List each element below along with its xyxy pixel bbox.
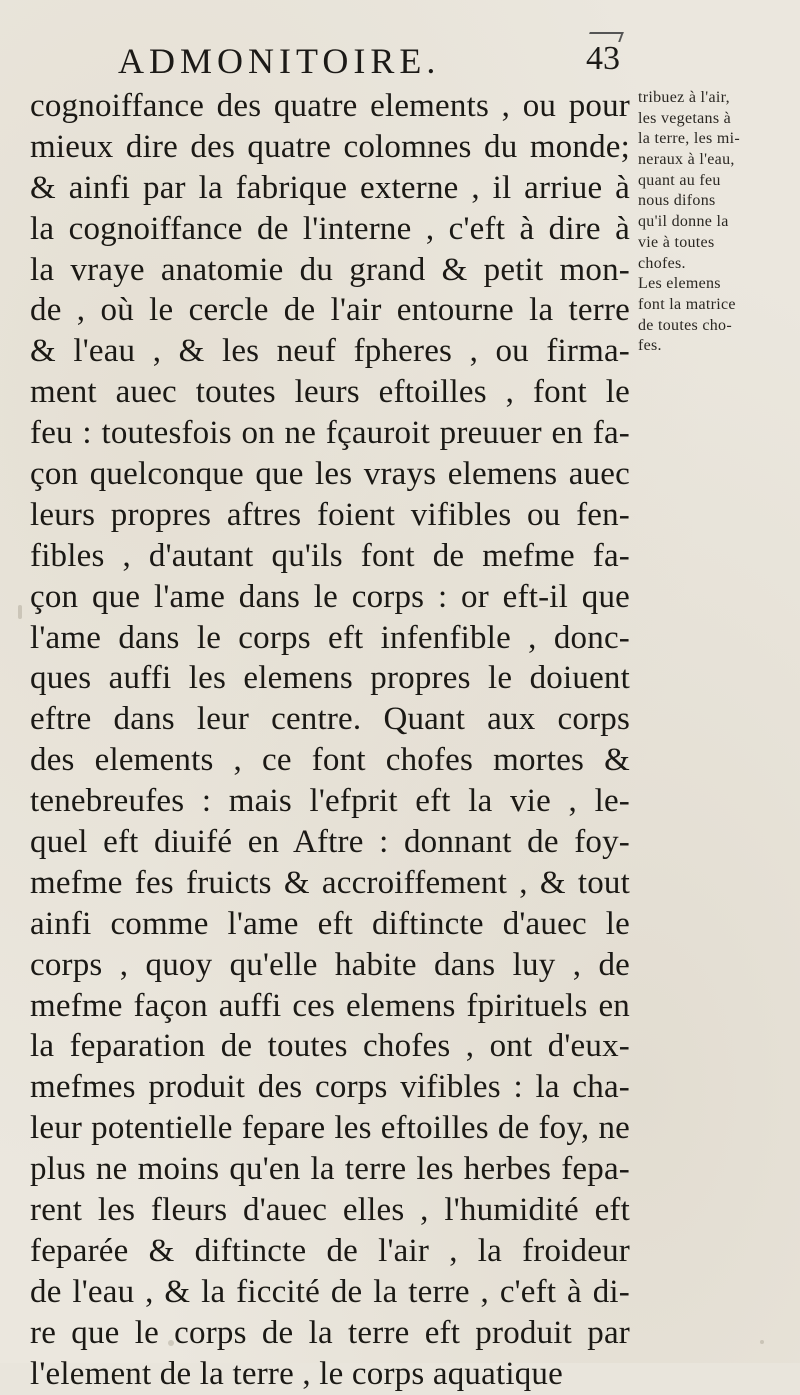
- margin-note-line: Les elemens: [638, 275, 721, 293]
- text-line: çon quelconque que les vrays elemens auec: [30, 456, 630, 493]
- text-line: des elements , ce font chofes mortes &: [30, 742, 630, 779]
- text-line: feparée & diftincte de l'air , la froideur: [30, 1232, 630, 1269]
- text-line: & l'eau , & les neuf fpheres , ou firma-: [30, 333, 630, 370]
- text-line: la feparation de toutes chofes , ont d'eux-: [30, 1028, 630, 1065]
- ink-speck: [760, 1340, 764, 1344]
- text-line: re que le corps de la terre eft produit par: [30, 1314, 630, 1351]
- ink-speck: [168, 1340, 174, 1346]
- text-line: tenebreufes : mais l'efprit eft la vie , le-: [30, 783, 630, 820]
- text-line: fibles , d'autant qu'ils font de mefme fa-: [30, 537, 630, 574]
- text-line: ainfi comme l'ame eft diftincte d'auec le: [30, 905, 630, 942]
- text-line: çon que l'ame dans le corps : or eft-il que: [30, 578, 630, 615]
- text-line: ques auffi les elemens propres le doiuent: [30, 660, 630, 697]
- text-line: de l'eau , & la ficcité de la terre , c'eft à di-: [30, 1273, 630, 1310]
- text-line: mefme fes fruicts & accroiffement , & tout: [30, 864, 630, 901]
- margin-note-line: les vegetans à: [638, 109, 732, 127]
- text-line: feu : toutesfois on ne fçauroit preuuer en fa-: [30, 415, 630, 452]
- text-line: leur potentielle fepare les eftoilles de foy, ne: [30, 1110, 630, 1147]
- ink-speck: [18, 605, 22, 619]
- margin-note-line: nous difons: [638, 192, 716, 210]
- text-line: mefme façon auffi ces elemens fpirituels en: [30, 987, 630, 1024]
- text-line: mieux dire des quatre colomnes du monde;: [30, 128, 630, 165]
- page-number: 43: [586, 40, 620, 77]
- text-line: mefmes produit des corps vifibles : la cha-: [30, 1069, 630, 1106]
- text-line: l'ame dans le corps eft infenfible , donc-: [30, 619, 630, 656]
- margin-note-line: neraux à l'eau,: [638, 151, 735, 169]
- text-line: cognoiffance des quatre elements , ou pour: [30, 88, 630, 124]
- margin-note-line: qu'il donne la: [638, 213, 729, 231]
- text-line: & ainfi par la fabrique externe , il arriue à: [30, 169, 630, 206]
- text-line: la vraye anatomie du grand & petit mon-: [30, 251, 630, 288]
- text-line: la cognoiffance de l'interne , c'eft à dire à: [30, 210, 630, 247]
- margin-note-line: chofes.: [638, 254, 686, 272]
- text-line: rent les fleurs d'auec elles , l'humidité eft: [30, 1192, 630, 1229]
- margin-note-line: fes.: [638, 337, 662, 355]
- margin-note-line: tribuez à l'air,: [638, 89, 730, 106]
- running-title: ADMONITOIRE.: [118, 41, 441, 81]
- body-text: [30, 86, 630, 1395]
- margin-note-line: font la matrice: [638, 295, 736, 313]
- text-line: eftre dans leur centre. Quant aux corps: [30, 701, 630, 738]
- margin-note-line: quant au feu: [638, 171, 721, 189]
- text-line: plus ne moins qu'en la terre les herbes fepa-: [30, 1151, 630, 1188]
- margin-note-line: vie à toutes: [638, 233, 715, 251]
- margin-note-line: la terre, les mi-: [638, 130, 740, 148]
- text-line: leurs propres aftres foient vifibles ou fen-: [30, 496, 630, 533]
- margin-note-line: de toutes cho-: [638, 316, 732, 334]
- page-header: [118, 40, 638, 90]
- text-line: l'element de la terre , le corps aquatique: [30, 1355, 563, 1392]
- margin-notes: [638, 88, 798, 357]
- text-line: ment auec toutes leurs eftoilles , font le: [30, 374, 630, 411]
- text-line: de , où le cercle de l'air entourne la terre: [30, 292, 630, 329]
- text-line: quel eft diuifé en Aftre : donnant de foy-: [30, 824, 630, 861]
- text-line: corps , quoy qu'elle habite dans luy , de: [30, 946, 630, 983]
